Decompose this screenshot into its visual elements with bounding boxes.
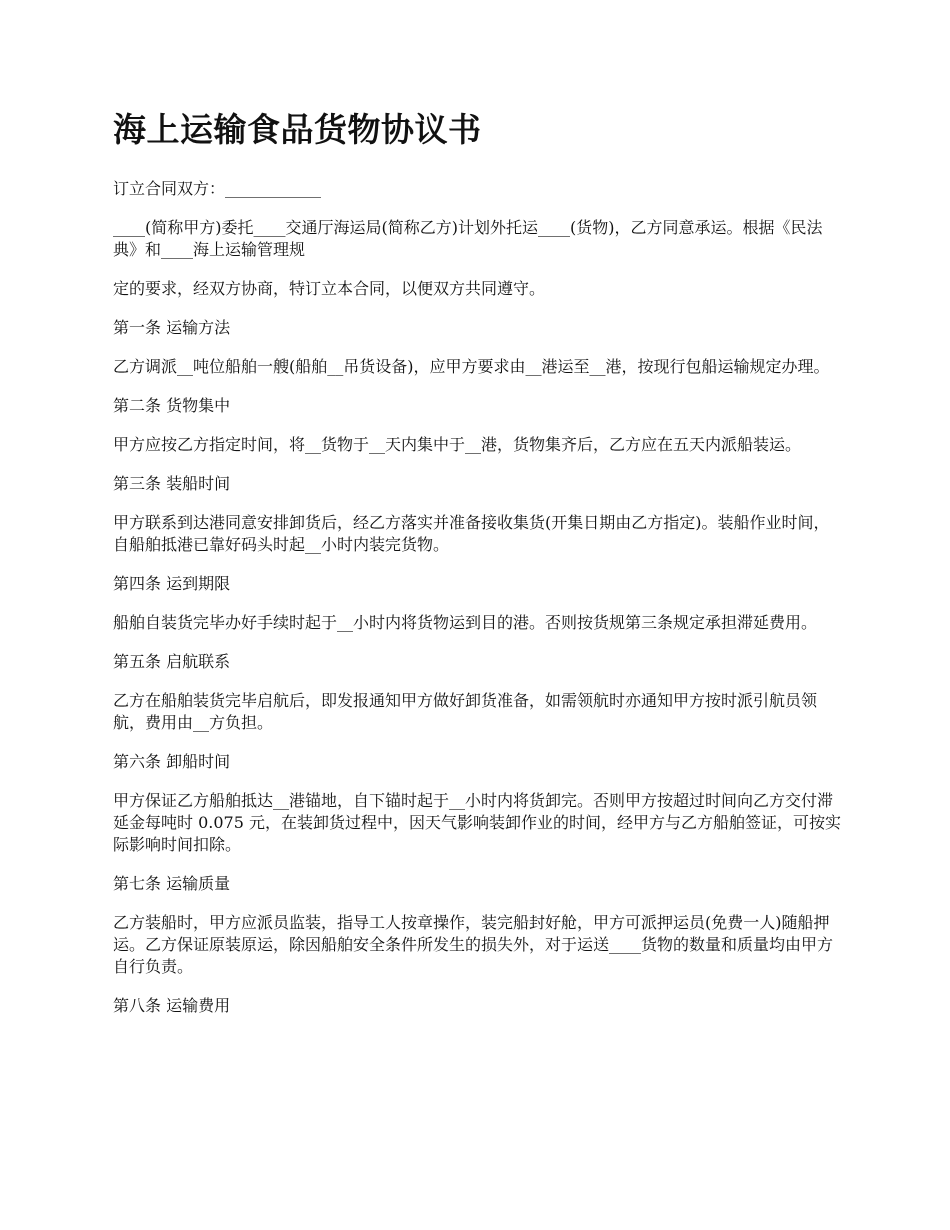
article-heading: 第七条 运输质量 — [113, 874, 231, 893]
article-heading: 第二条 货物集中 — [113, 396, 231, 415]
article-paragraph: 乙方调派__吨位船舶一艘(船舶__吊货设备)，应甲方要求由__港运至__港，按现行包船运输规定办理。 — [113, 357, 830, 376]
document-title: 海上运输食品货物协议书 — [113, 110, 482, 149]
article-paragraph: 乙方装船时，甲方应派员监装，指导工人按章操作，装完船封好舱，甲方可派押运员(免费一人)随船押运。乙方保证原装原运，除因船舶安全条件所发生的损失外，对于运送____货物的数量和质量均由甲方自行负责。 — [113, 913, 834, 976]
article-paragraph: 甲方应按乙方指定时间，将__货物于__天内集中于__港，货物集齐后，乙方应在五天内派船装运。 — [113, 435, 802, 454]
article-paragraph: 乙方在船舶装货完毕启航后，即发报通知甲方做好卸货准备，如需领航时亦通知甲方按时派引航员领航，费用由__方负担。 — [113, 691, 818, 732]
document-page — [113, 108, 843, 1034]
article-paragraph: 甲方联系到达港同意安排卸货后，经乙方落实并准备接收集货(开集日期由乙方指定)。装船作业时间，自船舶抵港已靠好码头时起__小时内装完货物。 — [113, 513, 830, 554]
article-paragraph: 甲方保证乙方船舶抵达__港锚地，自下锚时起于__小时内将货卸完。否则甲方按超过时间向乙方交付滞延金每吨时 0.075 元，在装卸货过程中，因天气影响装卸作业的时间，经甲方与乙方船舶签证，可按实际影响时间扣除。 — [113, 791, 841, 854]
contract-parties-line: 订立合同双方：____________ — [113, 179, 322, 198]
article-heading: 第三条 装船时间 — [113, 474, 231, 493]
article-heading: 第四条 运到期限 — [113, 574, 231, 593]
article-heading: 第一条 运输方法 — [113, 318, 231, 337]
intro-paragraph-continued: 定的要求，经双方协商，特订立本合同，以便双方共同遵守。 — [113, 279, 546, 298]
intro-paragraph: ____(简称甲方)委托____交通厅海运局(简称乙方)计划外托运____(货物)，乙方同意承运。根据《民法典》和____海上运输管理规 — [113, 218, 823, 259]
article-heading: 第六条 卸船时间 — [113, 752, 231, 771]
article-paragraph: 船舶自装货完毕办好手续时起于__小时内将货物运到目的港。否则按货规第三条规定承担滞延费用。 — [113, 613, 818, 632]
article-heading: 第五条 启航联系 — [113, 652, 231, 671]
article-heading: 第八条 运输费用 — [113, 996, 231, 1015]
